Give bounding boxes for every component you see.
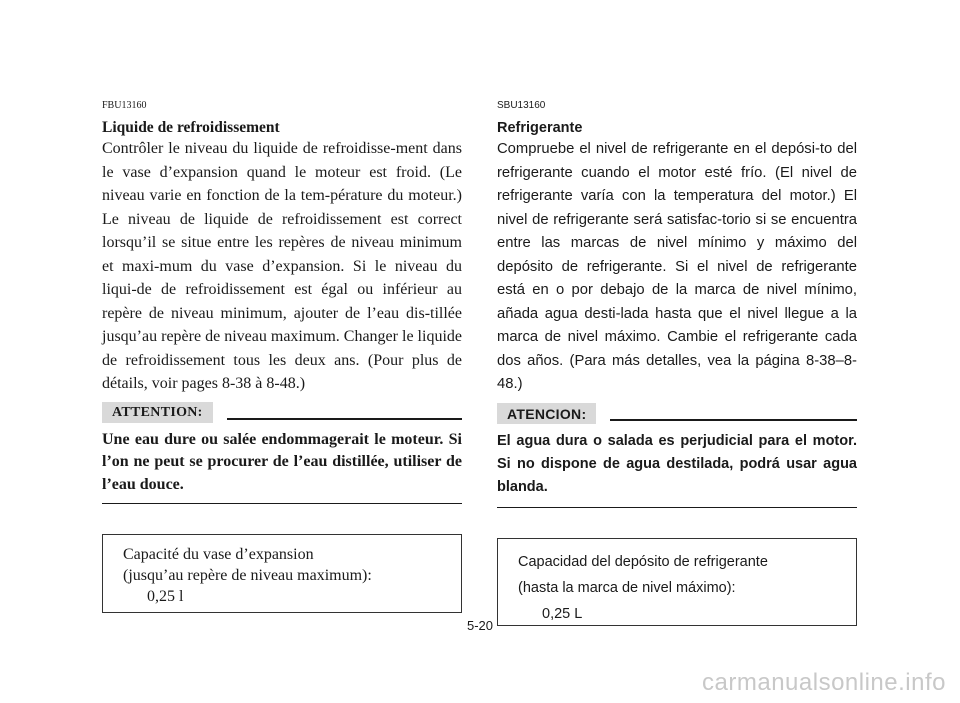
watermark: carmanualsonline.info bbox=[702, 669, 946, 696]
page-number: 5-20 bbox=[466, 618, 494, 633]
section-body: Compruebe el nivel de refrigerante en el depósi-to del refrigerante cuando el motor esté frío. (El nivel de refrigerante varía con la temperatura del motor.) El nivel de refrigerante será satisfac-torio si se encuentra entre las marcas de nivel mínimo y máximo del depósito de refrigerante. Si el nivel de refrigerante está en o por debajo de la marca de nivel mínimo, añada agua desti-lada hasta que el nivel llegue a la marca de nivel máximo. Cambie el refrigerante cada dos años. (Para más detalles, vea la página 8-38–8-48.) bbox=[497, 141, 857, 392]
spec-line-1: Capacidad del depósito de refrigerante bbox=[518, 554, 768, 570]
section-title: Liquide de refroidissement bbox=[102, 119, 280, 136]
attention-text: Une eau dure ou salée endommagerait le moteur. Si l’on ne peut se procurer de l’eau distillée, utiliser de l’eau douce. bbox=[102, 430, 462, 493]
french-column bbox=[102, 100, 462, 504]
attention-text: El agua dura o salada es perjudicial para el motor. Si no dispone de agua destilada, podrá usar agua blanda. bbox=[497, 432, 857, 495]
spec-line-1: Capacité du vase d’expansion bbox=[123, 546, 314, 563]
spanish-column bbox=[497, 100, 857, 508]
attention-rule bbox=[227, 418, 462, 420]
spec-value: 0,25 l bbox=[147, 588, 184, 605]
section-title: Refrigerante bbox=[497, 120, 583, 136]
attention-header bbox=[102, 402, 462, 423]
spec-line-2: (hasta la marca de nivel máximo): bbox=[518, 580, 736, 596]
attention-label: ATTENTION: bbox=[102, 402, 213, 423]
spec-line-2: (jusqu’au repère de niveau maximum): bbox=[123, 567, 372, 584]
attention-end-rule bbox=[102, 503, 462, 504]
section-code: SBU13160 bbox=[497, 100, 546, 111]
spec-box-french bbox=[102, 534, 462, 613]
attention-end-rule bbox=[497, 507, 857, 508]
spec-value: 0,25 L bbox=[542, 606, 583, 622]
section-body: Contrôler le niveau du liquide de refroidisse-ment dans le vase d’expansion quand le moteur est froid. (Le niveau varie en fonction de la tem-pérature du moteur.) Le niveau de liquide de refroidissement est correct lorsqu’il se situe entre les repères de niveau minimum et maxi-mum du vase d’expansion. Si le niveau du liqui-de de refroidissement est égal ou inférieur au repère de niveau minimum, ajouter de l’eau dis-tillée jusqu’au repère de niveau maximum. Changer le liquide de refroidissement tous les deux ans. (Pour plus de détails, voir pages 8-38 à 8-48.) bbox=[102, 140, 462, 392]
spec-box-spanish bbox=[497, 538, 857, 626]
attention-rule bbox=[610, 419, 857, 421]
attention-label: ATENCION: bbox=[497, 403, 596, 424]
attention-header bbox=[497, 403, 857, 424]
section-code: FBU13160 bbox=[102, 100, 147, 111]
